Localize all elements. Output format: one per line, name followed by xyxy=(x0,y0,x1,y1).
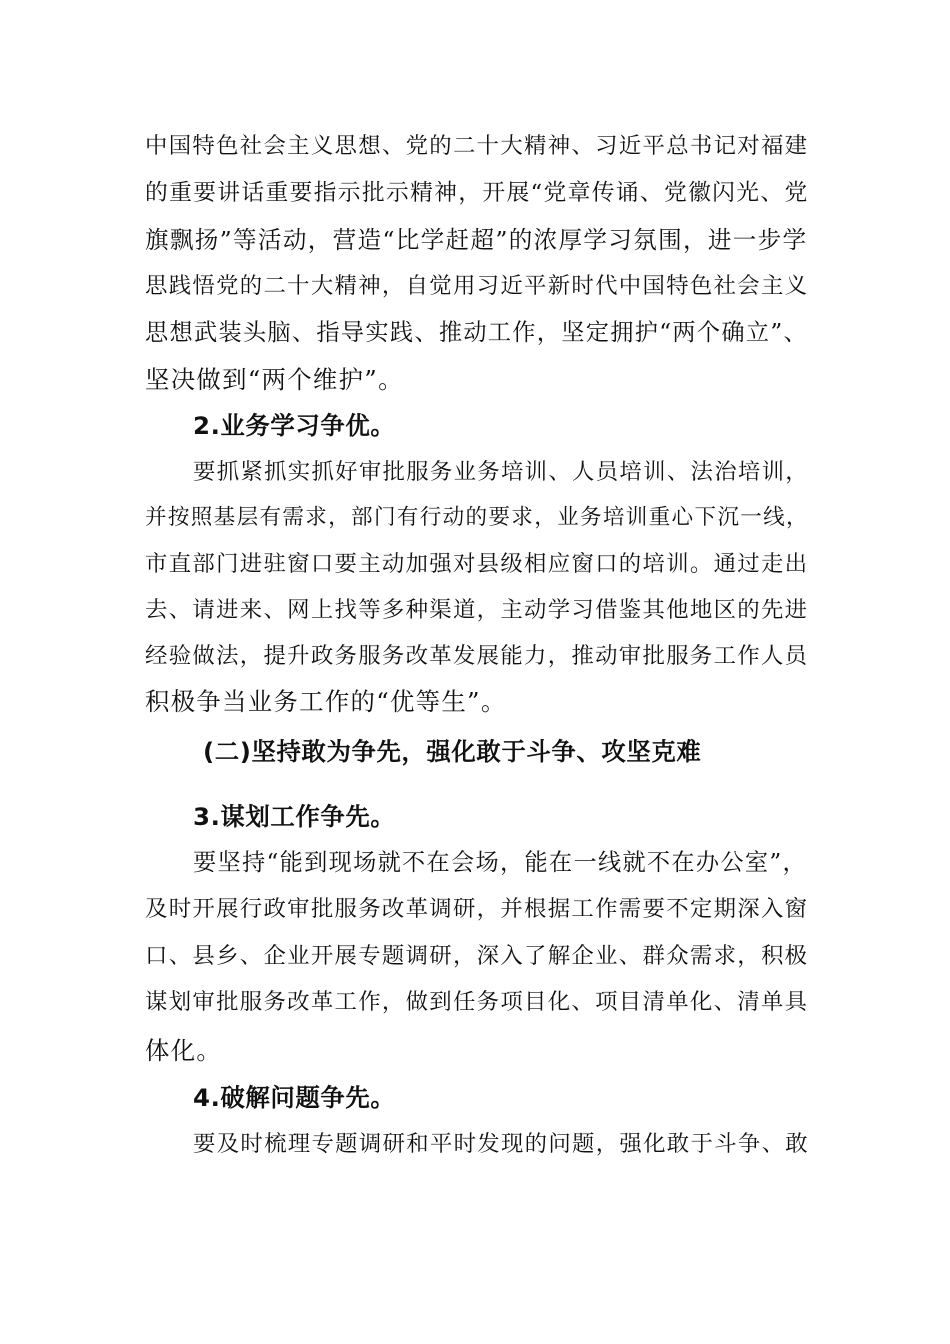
text-line: 经验做法，提升政务服务改革发展能力，推动审批服务工作人员 xyxy=(145,643,809,669)
text-line: 要坚持“能到现场就不在会场，能在一线就不在办公室”， xyxy=(193,849,808,876)
text-line: 思践悟党的二十大精神，自觉用习近平新时代中国特色社会主义 xyxy=(145,273,809,299)
text-line: 思想武装头脑、指导实践、推动工作，坚定拥护“两个确立”、 xyxy=(145,319,808,346)
section-heading: (二)坚持敢为争先，强化敢于斗争、攻坚克难 xyxy=(203,737,702,766)
subheading-solve-problems: 4.破解问题争先。 xyxy=(193,1083,396,1112)
text-line: 积极争当业务工作的“优等生”。 xyxy=(145,687,507,716)
text-line: 市直部门进驻窗口要主动加强对县级相应窗口的培训。通过走出 xyxy=(145,551,809,577)
text-line: 中国特色社会主义思想、党的二十大精神、习近平总书记对福建 xyxy=(145,133,809,159)
subheading-plan-work: 3.谋划工作争先。 xyxy=(193,802,396,831)
text-line: 的重要讲话重要指示批示精神，开展“党章传诵、党徽闪光、党 xyxy=(145,180,809,206)
text-line: 并按照基层有需求，部门有行动的要求，业务培训重心下沉一线， xyxy=(145,505,809,530)
text-line: 要抓紧抓实抓好审批服务业务培训、人员培训、法治培训， xyxy=(193,459,809,485)
text-line: 去、请进来、网上找等多种渠道，主动学习借鉴其他地区的先进 xyxy=(145,597,809,623)
text-line: 谋划审批服务改革工作，做到任务项目化、项目清单化、清单具 xyxy=(145,989,809,1015)
text-line: 及时开展行政审批服务改革调研，并根据工作需要不定期深入窗 xyxy=(145,896,809,922)
text-line: 要及时梳理专题调研和平时发现的问题，强化敢于斗争、敢 xyxy=(193,1131,809,1157)
text-line: 体化。 xyxy=(145,1036,223,1065)
text-line: 口、县乡、企业开展专题调研，深入了解企业、群众需求，积极 xyxy=(145,943,809,969)
text-line: 坚决做到“两个维护”。 xyxy=(145,365,404,394)
text-line: 旗飘扬”等活动，营造“比学赶超”的浓厚学习氛围，进一步学 xyxy=(145,226,808,254)
subheading-business-study: 2.业务学习争优。 xyxy=(193,411,396,440)
